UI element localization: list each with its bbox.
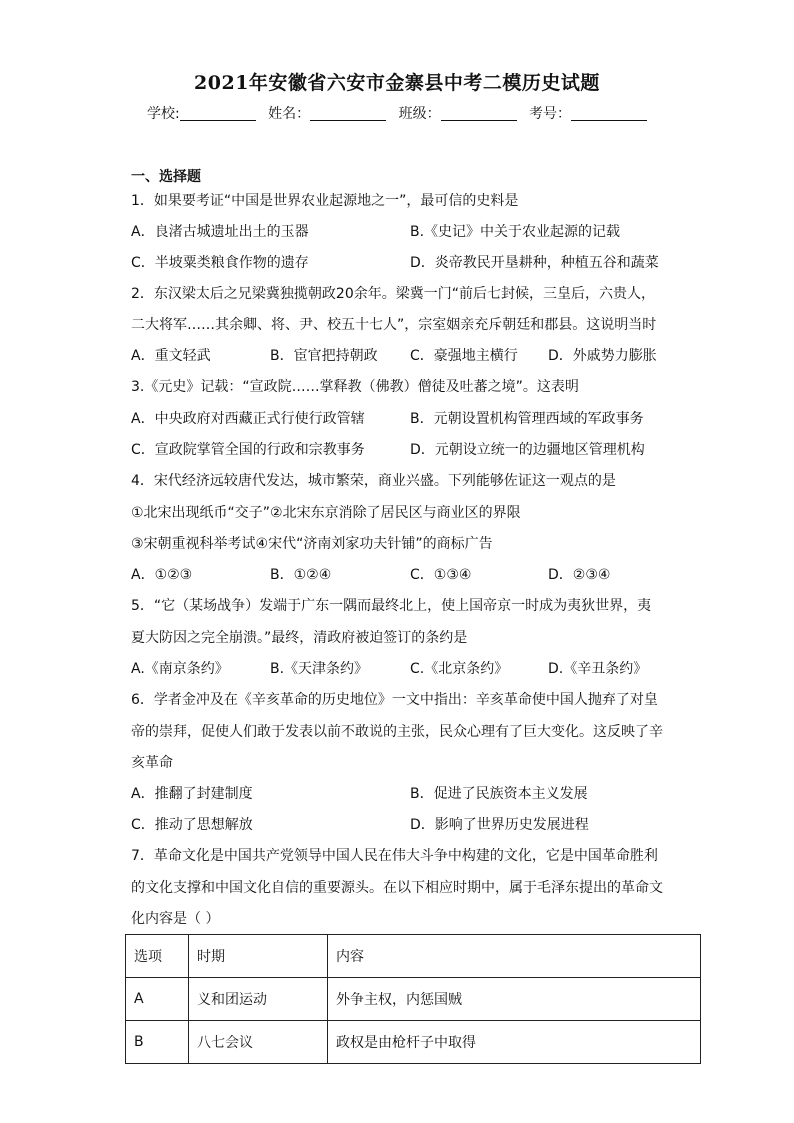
q6-option-b: B．促进了民族资本主义发展 <box>410 786 588 802</box>
school-field: 学校: <box>147 103 256 123</box>
table-header-row <box>126 935 701 978</box>
student-info-row <box>0 103 794 123</box>
q2-option-b: B．宦官把持朝政 <box>270 348 378 364</box>
table-header-cell: 时期 <box>189 935 328 978</box>
class-blank[interactable] <box>441 106 517 121</box>
table-cell: 义和团运动 <box>189 978 328 1021</box>
q5-stem-line1: 5．“它（某场战争）发端于广东一隅而最终北上，使上国帝京一时成为夷狄世界，夷 <box>131 598 652 614</box>
q7-options-table <box>125 934 701 1064</box>
q5-option-c: C.《北京条约》 <box>410 661 509 677</box>
table-header-cell: 选项 <box>126 935 189 978</box>
q7-stem-line2: 的文化支撑和中国文化自信的重要源头。在以下相应时期中，属于毛泽东提出的革命文 <box>131 880 663 896</box>
table-cell: 八七会议 <box>189 1021 328 1064</box>
number-blank[interactable] <box>571 106 647 121</box>
q1-option-a: A．良渚古城遗址出土的玉器 <box>131 224 309 240</box>
q2-option-d: D．外戚势力膨胀 <box>548 348 657 364</box>
table-cell: 外争主权，内惩国贼 <box>328 978 701 1021</box>
q3-option-a: A．中央政府对西藏正式行使行政管辖 <box>131 411 365 427</box>
q7-stem-line3: 化内容是（ ） <box>131 911 220 927</box>
section-heading: 一、选择题 <box>131 169 201 185</box>
table-row <box>126 1021 701 1064</box>
q3-option-d: D．元朝设立统一的边疆地区管理机构 <box>410 442 645 458</box>
q3-option-c: C．宣政院掌管全国的行政和宗教事务 <box>131 442 365 458</box>
table-cell: A <box>126 978 189 1021</box>
q6-option-c: C．推动了思想解放 <box>131 817 253 833</box>
q3-option-b: B．元朝设置机构管理西域的军政事务 <box>410 411 644 427</box>
q5-stem-line2: 夏大防因之完全崩溃。”最终，清政府被迫签订的条约是 <box>131 630 468 646</box>
table-row <box>126 978 701 1021</box>
table-header-cell: 内容 <box>328 935 701 978</box>
q6-stem-line2: 帝的崇拜，促使人们敢于发表以前不敢说的主张，民众心理有了巨大变化。这反映了辛 <box>131 724 663 740</box>
q5-option-a: A.《南京条约》 <box>131 661 229 677</box>
q4-option-a: A．①②③ <box>131 567 193 583</box>
q4-stem-line3: ③宋朝重视科举考试④宋代“济南刘家功夫针铺”的商标广告 <box>131 536 493 552</box>
q7-stem-line1: 7．革命文化是中国共产党领导中国人民在伟大斗争中构建的文化，它是中国革命胜利 <box>131 848 658 864</box>
q4-option-d: D．②③④ <box>548 567 611 583</box>
name-blank[interactable] <box>310 106 386 121</box>
q4-option-c: C．①③④ <box>410 567 472 583</box>
q5-option-b: B.《天津条约》 <box>270 661 369 677</box>
q6-option-d: D．影响了世界历史发展进程 <box>410 817 589 833</box>
q6-stem-line1: 6．学者金冲及在《辛亥革命的历史地位》一文中指出：辛亥革命使中国人抛弃了对皇 <box>131 692 658 708</box>
q4-stem-line1: 4．宋代经济远较唐代发达，城市繁荣，商业兴盛。下列能够佐证这一观点的是 <box>131 473 616 489</box>
page-title: 2021年安徽省六安市金寨县中考二模历史试题 <box>194 72 600 94</box>
name-field: 姓名： <box>268 103 386 123</box>
q4-option-b: B．①②④ <box>270 567 332 583</box>
q2-stem-line1: 2．东汉梁太后之兄梁冀独揽朝政20余年。梁冀一门“前后七封候，三皇后，六贵人， <box>131 286 655 302</box>
table-cell: 政权是由枪杆子中取得 <box>328 1021 701 1064</box>
q4-stem-line2: ①北宋出现纸币“交子”②北宋东京消除了居民区与商业区的界限 <box>131 505 521 521</box>
table-cell: B <box>126 1021 189 1064</box>
q1-stem: 1．如果要考证“中国是世界农业起源地之一”，最可信的史料是 <box>131 193 519 209</box>
q5-option-d: D.《辛丑条约》 <box>548 661 648 677</box>
q1-option-b: B.《史记》中关于农业起源的记载 <box>410 224 621 240</box>
school-blank[interactable] <box>180 106 256 121</box>
q1-option-d: D．炎帝教民开垦耕种，种植五谷和蔬菜 <box>410 255 659 271</box>
q6-option-a: A．推翻了封建制度 <box>131 786 253 802</box>
q6-stem-line3: 亥革命 <box>131 755 173 771</box>
q2-stem-line2: 二大将军……其余卿、将、尹、校五十七人”，宗室姻亲充斥朝廷和郡县。这说明当时 <box>131 317 657 333</box>
class-field: 班级： <box>399 103 517 123</box>
q1-option-c: C．半坡粟类粮食作物的遗存 <box>131 255 309 271</box>
number-field: 考号： <box>529 103 647 123</box>
q2-option-a: A．重文轻武 <box>131 348 211 364</box>
q2-option-c: C．豪强地主横行 <box>410 348 518 364</box>
q3-stem: 3.《元史》记载：“宣政院……掌释教（佛教）僧徒及吐蕃之境”。这表明 <box>131 379 579 395</box>
